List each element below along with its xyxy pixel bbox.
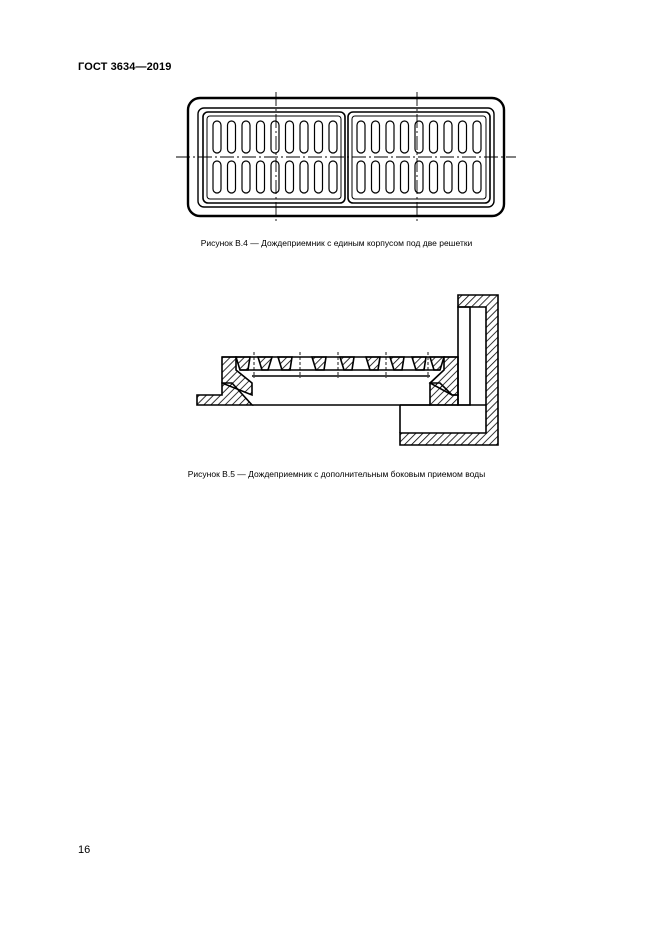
grating-slot — [315, 161, 323, 193]
grating-slot — [271, 121, 279, 153]
figure-b5-drawing — [197, 295, 498, 445]
grating-slot — [415, 121, 423, 153]
grating-slot — [401, 161, 409, 193]
grating-slot — [459, 121, 467, 153]
grating-slot — [372, 121, 380, 153]
grating-slot — [430, 161, 438, 193]
grating-slot — [473, 161, 481, 193]
grating-slot — [444, 161, 452, 193]
grating-slot — [242, 121, 250, 153]
grating-slot — [271, 161, 279, 193]
grating-slot — [386, 121, 394, 153]
grating-slot — [444, 121, 452, 153]
grating-slot — [286, 161, 294, 193]
grating-slot — [386, 161, 394, 193]
grating-slot — [228, 121, 236, 153]
page-header-standard-title: ГОСТ 3634—2019 — [78, 61, 172, 73]
grating-slot — [242, 161, 250, 193]
figure-b5-grating-ribs — [236, 357, 444, 370]
grating-slot — [473, 121, 481, 153]
grating-slot — [430, 121, 438, 153]
grating-slot — [415, 161, 423, 193]
grating-slot — [329, 161, 337, 193]
grating-slot — [286, 121, 294, 153]
grating-slot — [213, 121, 221, 153]
page-number: 16 — [78, 844, 91, 856]
grating-slot — [401, 121, 409, 153]
grating-slot — [357, 121, 365, 153]
grating-slot — [357, 161, 365, 193]
grating-slot — [300, 121, 308, 153]
grating-slot — [257, 161, 265, 193]
grating-slot — [315, 121, 323, 153]
grating-slot — [213, 161, 221, 193]
grating-slot — [228, 161, 236, 193]
grating-slot — [459, 161, 467, 193]
figure-b4-caption: Рисунок В.4 — Дождеприемник с единым корпусом под две решетки — [200, 238, 473, 248]
figure-b4-right-grating — [348, 112, 490, 203]
grating-slot — [257, 121, 265, 153]
figure-b5-inner-wall — [458, 307, 470, 405]
grating-slot — [329, 121, 337, 153]
grating-slot — [372, 161, 380, 193]
grating-slot — [300, 161, 308, 193]
figure-b5-caption: Рисунок В.5 — Дождеприемник с дополнительным боковым приемом воды — [187, 469, 486, 479]
figure-b4-left-grating — [203, 112, 345, 203]
